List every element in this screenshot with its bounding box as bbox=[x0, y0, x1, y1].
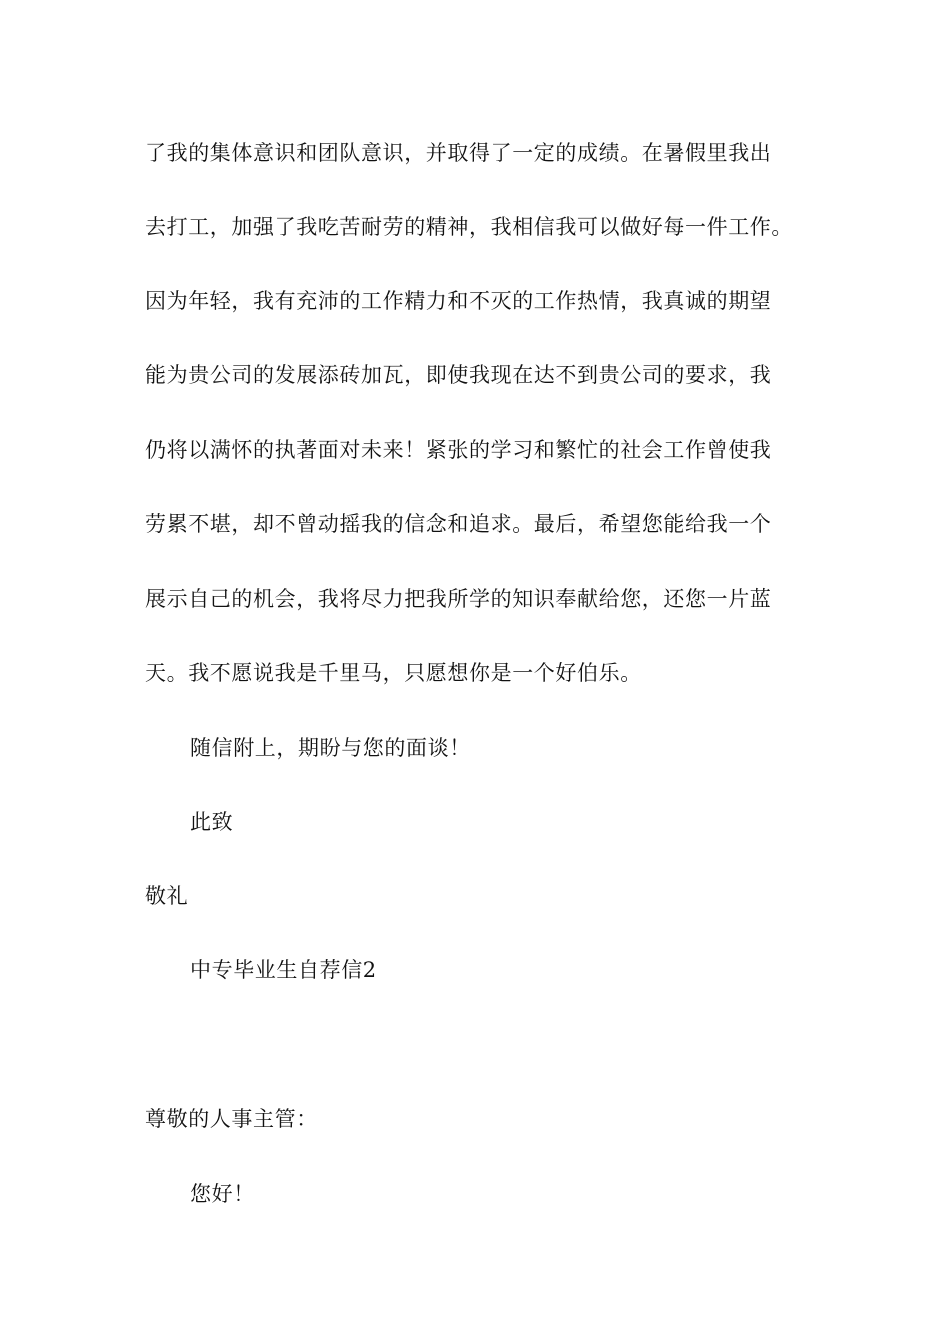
body-line: 去打工，加强了我吃苦耐劳的精神，我相信我可以做好每一件工作。 bbox=[145, 215, 793, 239]
body-line: 劳累不堪，却不曾动摇我的信念和追求。最后，希望您能给我一个 bbox=[145, 512, 772, 536]
body-line: 因为年轻，我有充沛的工作精力和不灭的工作热情，我真诚的期望 bbox=[145, 289, 772, 313]
closing-attachment-line: 随信附上，期盼与您的面谈！ bbox=[190, 736, 471, 760]
body-line: 了我的集体意识和团队意识，并取得了一定的成绩。在暑假里我出 bbox=[145, 141, 772, 165]
greeting-hello: 您好！ bbox=[190, 1182, 255, 1206]
closing-regards: 敬礼 bbox=[145, 884, 189, 908]
body-line: 能为贵公司的发展添砖加瓦，即使我现在达不到贵公司的要求，我 bbox=[145, 363, 772, 387]
closing-salute: 此致 bbox=[190, 810, 234, 834]
body-line: 天。我不愿说我是千里马，只愿想你是一个好伯乐。 bbox=[145, 661, 642, 685]
body-line: 仍将以满怀的执著面对未来！紧张的学习和繁忙的社会工作曾使我 bbox=[145, 438, 772, 462]
body-line: 展示自己的机会，我将尽力把我所学的知识奉献给您，还您一片蓝 bbox=[145, 587, 772, 611]
greeting-recipient: 尊敬的人事主管： bbox=[145, 1107, 318, 1131]
section-title: 中专毕业生自荐信2 bbox=[190, 958, 377, 982]
